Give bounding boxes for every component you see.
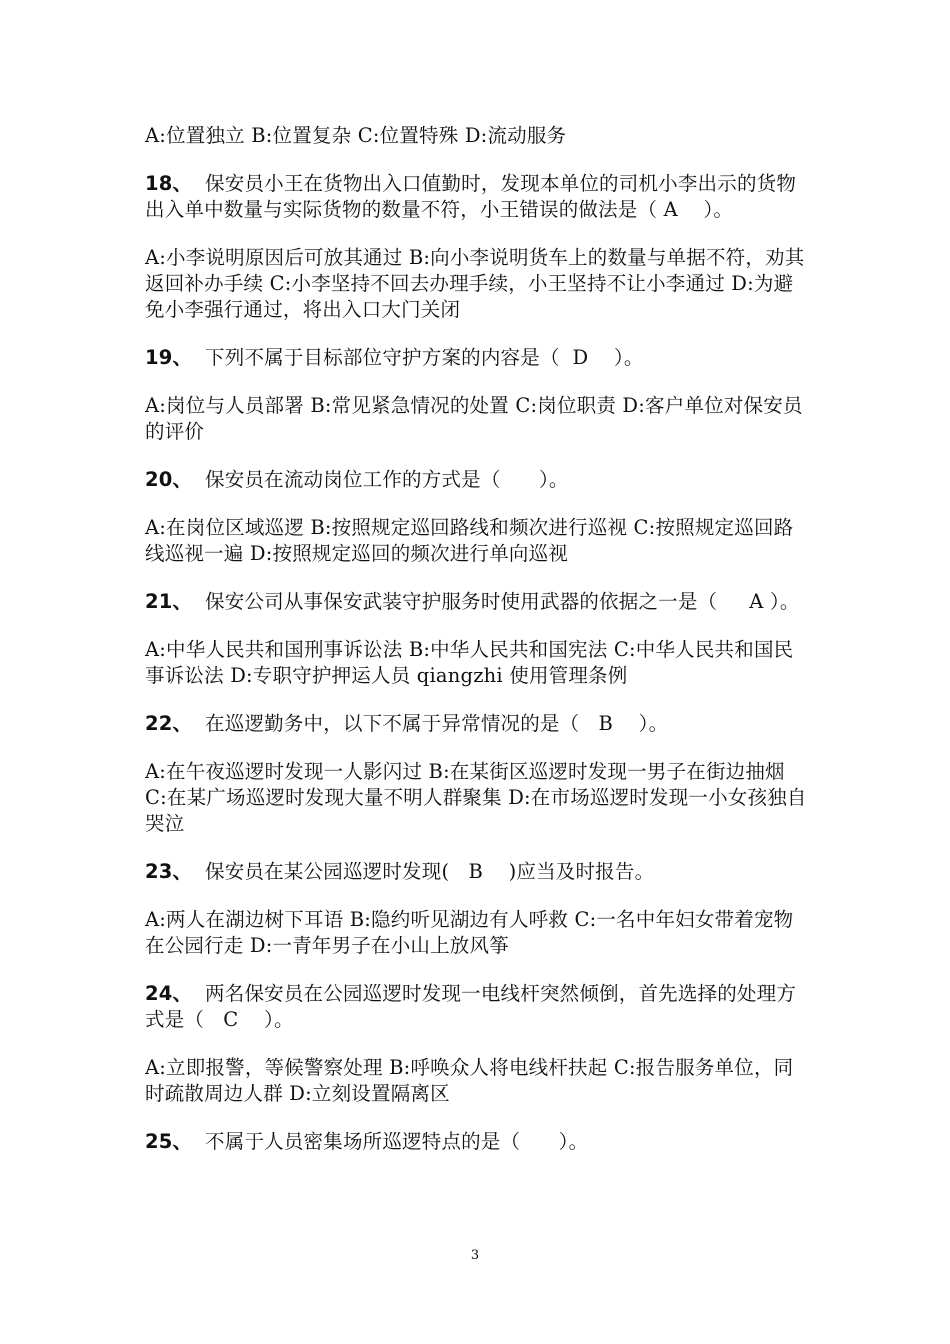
question-text: 下列不属于目标部位守护方案的内容是（ D ）。 — [192, 346, 644, 369]
page-content — [145, 123, 810, 1177]
page-number: 3 — [470, 1248, 480, 1263]
options-24: A:立即报警，等候警察处理 B:呼唤众人将电线杆扶起 C:报告服务单位，同时疏散周边人群 D:立刻设置隔离区 — [145, 1056, 794, 1105]
question-text: 保安公司从事保安武装守护服务时使用武器的依据之一是（ A ）。 — [192, 590, 800, 613]
question-18 — [145, 171, 810, 223]
question-number: 24、 — [145, 982, 193, 1005]
question-23 — [145, 859, 810, 885]
question-text: 保安员小王在货物出入口值勤时，发现本单位的司机小李出示的货物出入单中数量与实际货物的数量不符，小王错误的做法是（ A ）。 — [145, 172, 797, 221]
question-text: 在巡逻勤务中，以下不属于异常情况的是（ B ）。 — [192, 712, 669, 735]
options-20: A:在岗位区域巡逻 B:按照规定巡回路线和频次进行巡视 C:按照规定巡回路线巡视一遍 D:按照规定巡回的频次进行单向巡视 — [145, 516, 794, 565]
options-23: A:两人在湖边树下耳语 B:隐约听见湖边有人呼救 C:一名中年妇女带着宠物在公园行走 D:一青年男子在小山上放风筝 — [145, 908, 794, 957]
question-number: 25、 — [145, 1130, 193, 1153]
question-number: 21、 — [145, 590, 193, 613]
options-18: A:小李说明原因后可放其通过 B:向小李说明货车上的数量与单据不符，劝其返回补办手续 C:小李坚持不回去办理手续，小王坚持不让小李通过 D:为避免小李强行通过，将出入口大门关闭 — [145, 246, 805, 321]
question-text: 两名保安员在公园巡逻时发现一电线杆突然倾倒，首先选择的处理方式是（ C ）。 — [145, 982, 797, 1031]
question-24 — [145, 981, 810, 1033]
question-text: 保安员在流动岗位工作的方式是（ ）。 — [192, 468, 569, 491]
question-22 — [145, 711, 810, 737]
question-text: 保安员在某公园巡逻时发现( B )应当及时报告。 — [192, 860, 655, 883]
options-22: A:在午夜巡逻时发现一人影闪过 B:在某街区巡逻时发现一男子在街边抽烟 C:在某广场巡逻时发现大量不明人群聚集 D:在市场巡逻时发现一小女孩独自哭泣 — [145, 760, 807, 835]
question-21 — [145, 589, 810, 615]
options-17: A:位置独立 B:位置复杂 C:位置特殊 D:流动服务 — [145, 124, 567, 147]
question-number: 20、 — [145, 468, 193, 491]
options-21: A:中华人民共和国刑事诉讼法 B:中华人民共和国宪法 C:中华人民共和国民事诉讼法 D:专职守护押运人员 qiangzhi 使用管理条例 — [145, 638, 794, 687]
question-19 — [145, 345, 810, 371]
question-number: 18、 — [145, 172, 193, 195]
question-20 — [145, 467, 810, 493]
question-text: 不属于人员密集场所巡逻特点的是（ ）。 — [192, 1130, 589, 1153]
question-number: 23、 — [145, 860, 193, 883]
question-25 — [145, 1129, 810, 1155]
question-number: 22、 — [145, 712, 193, 735]
question-number: 19、 — [145, 346, 193, 369]
options-19: A:岗位与人员部署 B:常见紧急情况的处置 C:岗位职责 D:客户单位对保安员的评价 — [145, 394, 803, 443]
